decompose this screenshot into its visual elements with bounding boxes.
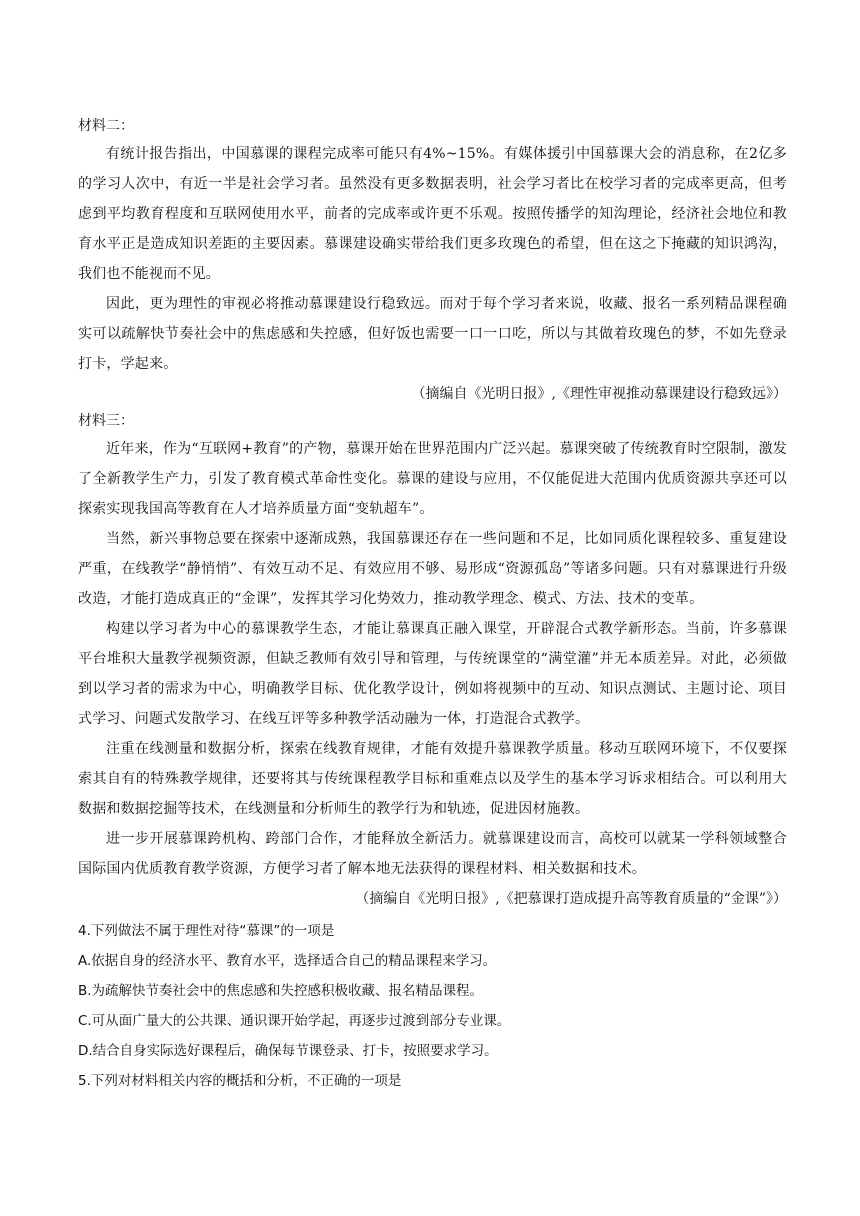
question-4-option-d: D.结合自身实际选好课程后，确保每节课登录、打卡，按照要求学习。 (78, 1043, 498, 1059)
material-two-source: （摘编自《光明日报》,《理性审视推动慕课建设行稳致远》） (411, 386, 787, 402)
material-three-paragraph-2: 当然，新兴事物总要在探索中逐渐成熟，我国慕课还存在一些问题和不足，比如同质化课程较多、重复建设严重，在线教学“静悄悄”、有效互动不足、有效应用不够、易形成“资源孤岛”等诸多问题。只有对慕课进行升级改造，才能打造成真正的“金课”，发挥其学习化势效力，推动教学理念、模式、方法、技术的变革。 (78, 531, 787, 607)
material-three-paragraph-4: 注重在线测量和数据分析，探索在线教育规律，才能有效提升慕课教学质量。移动互联网环境下，不仅要探索其自有的特殊教学规律，还要将其与传统课程教学目标和重难点以及学生的基本学习诉求相结合。可以利用大数据和数据挖掘等技术，在线测量和分析师生的教学行为和轨迹，促进因材施教。 (78, 741, 787, 817)
question-4-stem: 4.下列做法不属于理性对待“慕课”的一项是 (78, 923, 335, 939)
question-4-option-a: A.依据自身的经济水平、教育水平，选择适合自己的精品课程来学习。 (78, 953, 497, 969)
material-two (78, 114, 787, 409)
material-two-paragraph-2: 因此，更为理性的审视必将推动慕课建设行稳致远。而对于每个学习者来说，收藏、报名一系列精品课程确实可以疏解快节奏社会中的焦虑感和失控感，但好饭也需要一口一口吃，所以与其做着玫瑰色的梦，不如先登录打卡，学起来。 (78, 296, 787, 372)
question-4-option-c: C.可从面广量大的公共课、通识课开始学起，再逐步过渡到部分专业课。 (78, 1013, 511, 1029)
material-three (78, 409, 787, 914)
question-5 (78, 1066, 787, 1096)
question-4 (78, 916, 787, 1066)
material-three-heading: 材料三： (78, 413, 134, 429)
question-4-option-b: B.为疏解快节奏社会中的焦虑感和失控感积极收藏、报名精品课程。 (78, 983, 484, 999)
material-three-paragraph-3: 构建以学习者为中心的慕课教学生态，才能让慕课真正融入课堂，开辟混合式教学新形态。当前，许多慕课平台堆积大量教学视频资源，但缺乏教师有效引导和管理，与传统课堂的“满堂灌”并无本质差异。对此，必须做到以学习者的需求为中心，明确教学目标、优化教学设计，例如将视频中的互动、知识点测试、主题讨论、项目式学习、问题式发散学习、在线互评等多种教学活动融为一体，打造混合式教学。 (78, 621, 787, 727)
material-three-source: （摘编自《光明日报》,《把慕课打造成提升高等教育质量的“金课”》） (355, 891, 787, 907)
material-three-paragraph-5: 进一步开展慕课跨机构、跨部门合作，才能释放全新活力。就慕课建设而言，高校可以就某一学科领域整合国际国内优质教育教学资源，方便学习者了解本地无法获得的课程材料、相关数据和技术。 (78, 831, 787, 877)
material-two-paragraph-1: 有统计报告指出，中国慕课的课程完成率可能只有4%~15%。有媒体援引中国慕课大会的消息称，在2亿多的学习人次中，有近一半是社会学习者。虽然没有更多数据表明，社会学习者比在校学习者的完成率更高，但考虑到平均教育程度和互联网使用水平，前者的完成率或许更不乐观。按照传播学的知沟理论，经济社会地位和教育水平正是造成知识差距的主要因素。慕课建设确实带给我们更多玫瑰色的希望，但在这之下掩藏的知识鸿沟，我们也不能视而不见。 (78, 146, 787, 282)
question-5-stem: 5.下列对材料相关内容的概括和分析，不正确的一项是 (78, 1073, 402, 1089)
material-three-paragraph-1: 近年来，作为“互联网+教育”的产物，慕课开始在世界范围内广泛兴起。慕课突破了传统教育时空限制，激发了全新教学生产力，引发了教育模式革命性变化。慕课的建设与应用，不仅能促进大范围内优质资源共享还可以探索实现我国高等教育在人才培养质量方面“变轨超车”。 (78, 441, 787, 517)
material-two-heading: 材料二： (78, 118, 134, 134)
